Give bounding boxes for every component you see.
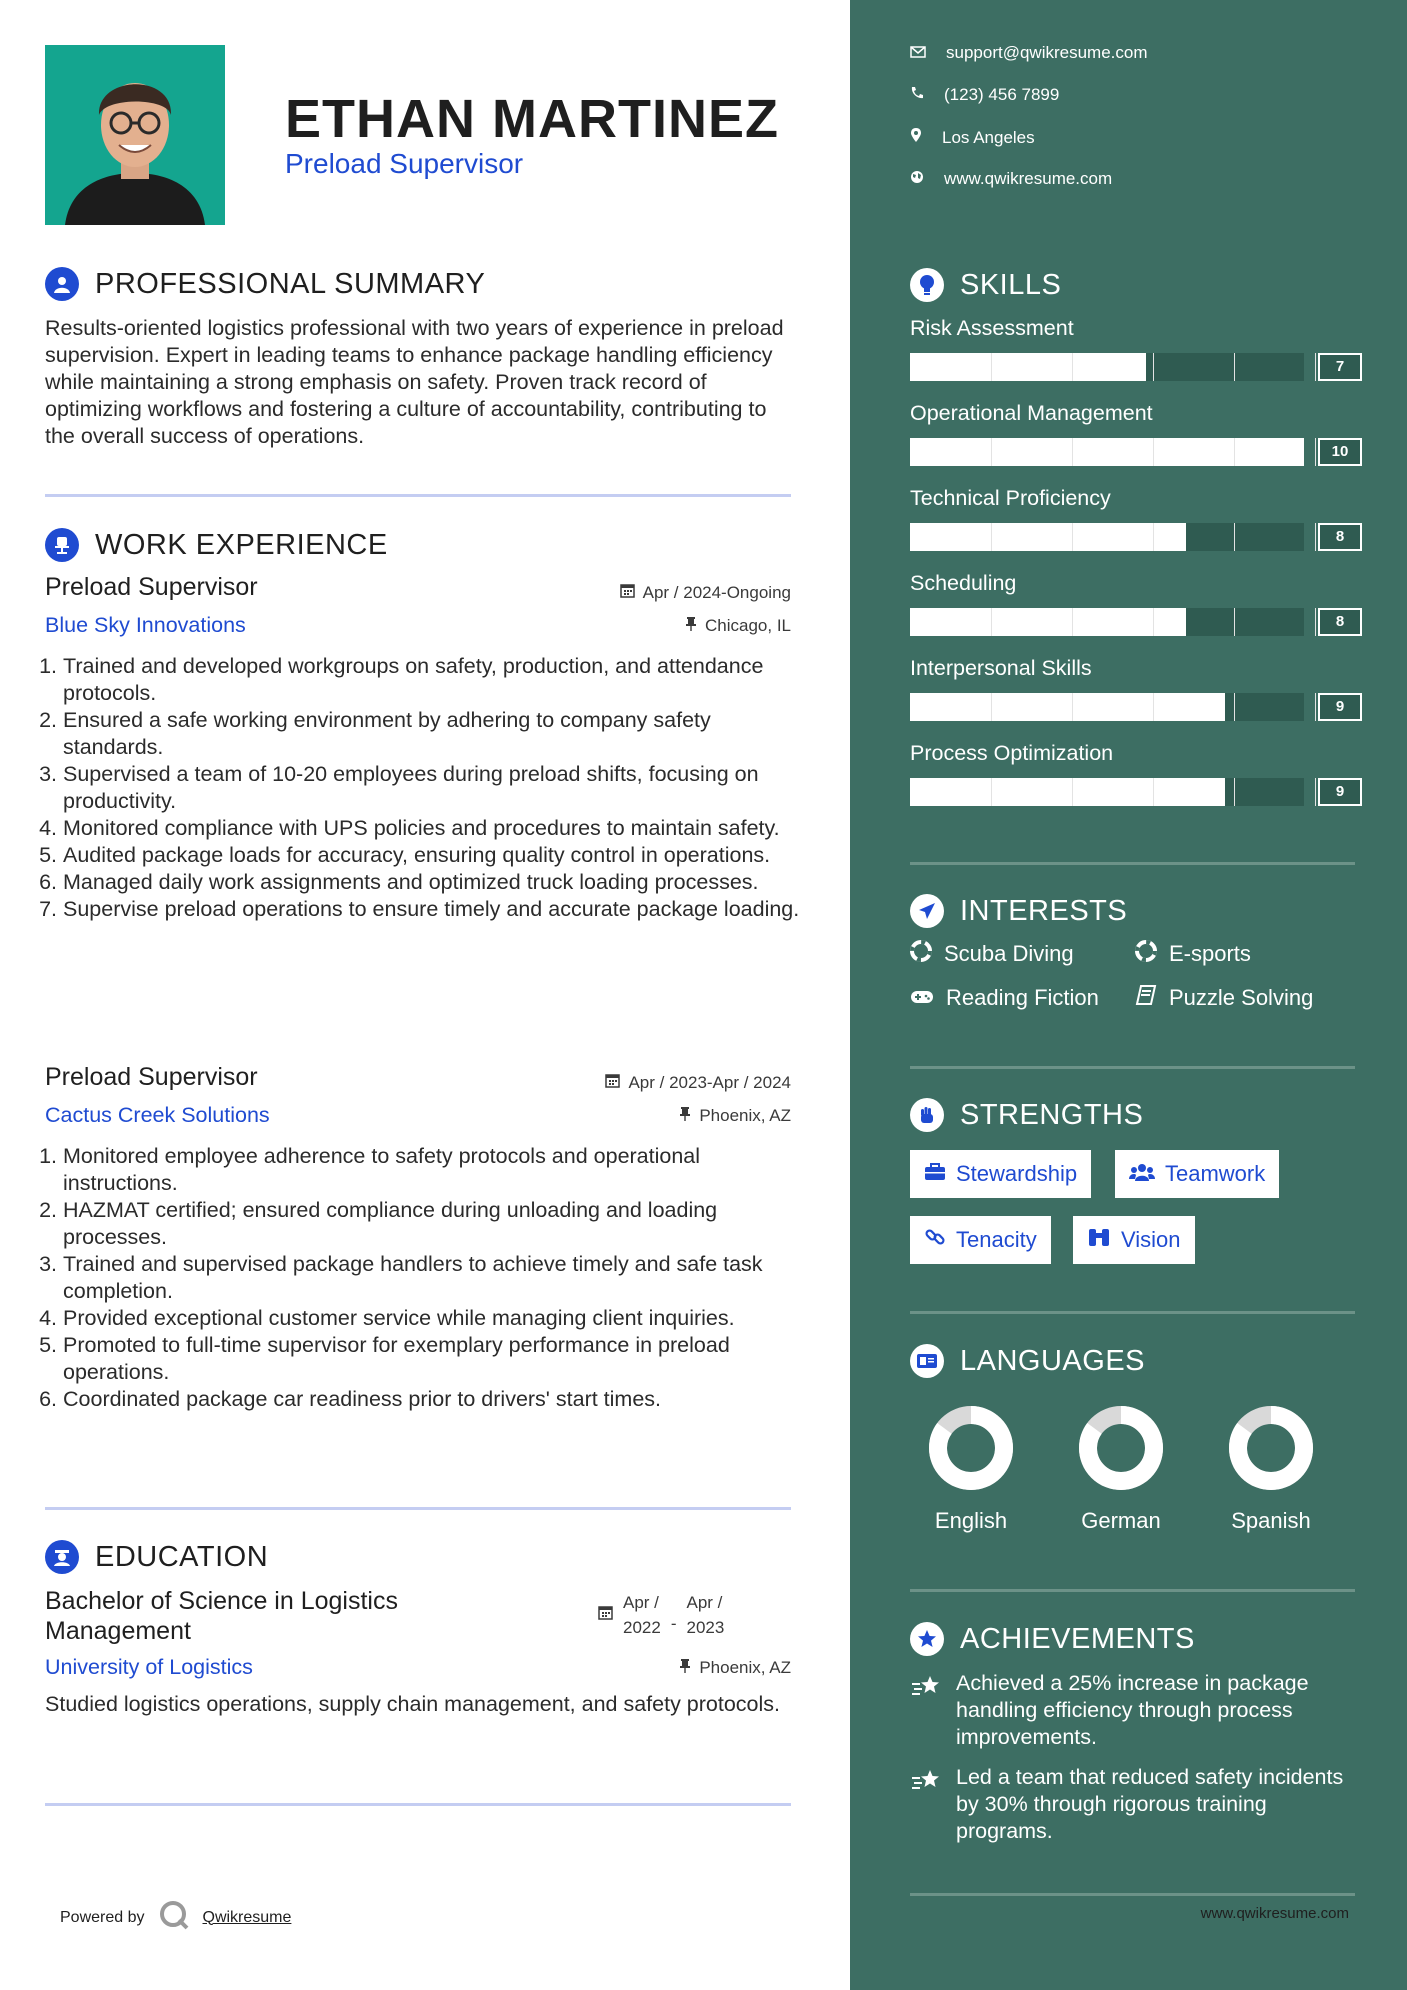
experience-title: WORK EXPERIENCE: [95, 528, 388, 561]
strength-label: Stewardship: [956, 1161, 1078, 1186]
education-location: [679, 1658, 791, 1678]
contact-location-text: Los Angeles: [942, 127, 1035, 147]
skill-bar-segment: [991, 693, 992, 721]
divider: [910, 1893, 1355, 1896]
list-item: 4. Provided exceptional customer service while managing client inquiries.: [63, 1305, 811, 1332]
interest-item: [910, 985, 1099, 1011]
skill-bar-segment: [1234, 693, 1235, 721]
skill-bar-segment: [1153, 438, 1154, 466]
skill-score: 8: [1318, 523, 1362, 551]
date-separator: -: [670, 1614, 677, 1633]
strength-label: Tenacity: [956, 1227, 1037, 1252]
interests-title: INTERESTS: [960, 894, 1128, 927]
users-icon: [1129, 1161, 1155, 1187]
language-icon: [910, 1344, 944, 1378]
briefcase-icon: [924, 1161, 946, 1187]
education-heading: [45, 1540, 268, 1574]
office-chair-icon: [45, 528, 79, 562]
achievements-title: ACHIEVEMENTS: [960, 1622, 1195, 1655]
pin-icon: [685, 616, 697, 636]
skill-bar-segment: [1315, 438, 1316, 466]
phone-icon: [910, 85, 924, 105]
interest-item: [1135, 985, 1313, 1011]
language-name: Spanish: [1231, 1508, 1311, 1533]
contact-email: [910, 43, 1148, 63]
skill-bar-segment: [1234, 778, 1235, 806]
list-item: 7. Supervise preload operations to ensure timely and accurate package loading.: [63, 896, 811, 923]
divider: [910, 1066, 1355, 1069]
education-dates: [598, 1590, 724, 1640]
language-item: [1216, 1405, 1326, 1534]
skill-bar-segment: [1153, 353, 1154, 381]
pin-icon: [679, 1658, 691, 1678]
contact-website-text[interactable]: www.qwikresume.com: [944, 169, 1113, 188]
language-item: [1066, 1405, 1176, 1534]
divider: [910, 1311, 1355, 1314]
divider: [45, 494, 791, 497]
language-name: English: [934, 1508, 1008, 1533]
end-date: [687, 1590, 725, 1640]
skill-bar-segment: [1072, 693, 1073, 721]
job-dates: [620, 583, 791, 603]
paper-plane-icon: [910, 894, 944, 928]
shooting-star-icon: [910, 1670, 942, 1751]
skill-bar-segment: [1072, 608, 1073, 636]
lightbulb-icon: [910, 268, 944, 302]
job-location: [679, 1106, 791, 1126]
qwikresume-link[interactable]: Qwikresume: [202, 1908, 292, 1926]
job-role: Preload Supervisor: [45, 573, 258, 601]
pin-icon: [679, 1106, 691, 1126]
job-role: Preload Supervisor: [45, 1063, 258, 1091]
list-item: 3. Trained and supervised package handlers to achieve timely and safe task completion.: [63, 1251, 811, 1305]
skills-title: SKILLS: [960, 268, 1062, 301]
skill-bar-segment: [991, 523, 992, 551]
achievement-text: Led a team that reduced safety incidents by 30% through rigorous training programs.: [956, 1765, 1344, 1843]
globe-icon: [910, 169, 924, 189]
skill-bar: [910, 778, 1304, 806]
degree-line: Bachelor of Science in Logistics: [45, 1587, 398, 1615]
job-bullets: [45, 653, 811, 923]
user-icon: [45, 267, 79, 301]
list-item: 1. Monitored employee adherence to safety protocols and operational instructions.: [63, 1143, 811, 1197]
skill-bar-segment: [1315, 693, 1316, 721]
interest-label: Scuba Diving: [944, 941, 1074, 966]
graduate-icon: [45, 1540, 79, 1574]
contact-location: [910, 127, 1035, 148]
list-item: 2. HAZMAT certified; ensured compliance during unloading and loading processes.: [63, 1197, 811, 1251]
job-dates: [605, 1073, 791, 1093]
skill-bar-segment: [991, 778, 992, 806]
list-item: 2. Ensured a safe working environment by adhering to company safety standards.: [63, 707, 811, 761]
language-name: German: [1081, 1508, 1161, 1533]
skill-bar-fill: [910, 523, 1186, 551]
life-ring-icon: [910, 940, 932, 968]
star-badge-icon: [910, 1622, 944, 1656]
school: University of Logistics: [45, 1655, 253, 1679]
divider: [910, 1589, 1355, 1592]
skill-bar-fill: [910, 778, 1225, 806]
interest-label: Puzzle Solving: [1169, 985, 1314, 1010]
life-ring-icon: [1135, 940, 1157, 968]
language-level-chart: [1078, 1405, 1164, 1491]
education-description: Studied logistics operations, supply chain management, and safety protocols.: [45, 1692, 781, 1716]
strength-tag: [910, 1150, 1091, 1198]
degree-line: Management: [45, 1617, 191, 1645]
list-item: 3. Supervised a team of 10-20 employees during preload shifts, focusing on productivity.: [63, 761, 811, 815]
skill-bar-fill: [910, 353, 1146, 381]
skill-score: 7: [1318, 353, 1362, 381]
powered-by: [60, 1900, 291, 1935]
skill-bar-segment: [1072, 523, 1073, 551]
skill-bar-fill: [910, 693, 1225, 721]
strength-label: Teamwork: [1165, 1161, 1266, 1186]
skill-bar-segment: [1153, 608, 1154, 636]
skill-bar: [910, 523, 1304, 551]
skill-name: Interpersonal Skills: [910, 656, 1092, 680]
job-location-text: Phoenix, AZ: [699, 1106, 791, 1125]
skill-bar-segment: [1153, 693, 1154, 721]
skill-score: 9: [1318, 693, 1362, 721]
languages-heading: [910, 1344, 1145, 1378]
education-location-text: Phoenix, AZ: [699, 1658, 791, 1677]
contact-website: [910, 169, 1112, 189]
interests-heading: [910, 894, 1127, 928]
start-date: [623, 1590, 661, 1640]
list-item: 4. Monitored compliance with UPS policies and procedures to maintain safety.: [63, 815, 811, 842]
skill-bar-segment: [1315, 523, 1316, 551]
binoculars-icon: [1087, 1227, 1111, 1253]
qwikresume-logo-icon: [159, 1900, 189, 1935]
skill-bar-segment: [1315, 608, 1316, 636]
shooting-star-icon: [910, 1764, 942, 1845]
summary-title: PROFESSIONAL SUMMARY: [95, 267, 486, 300]
job-location-text: Chicago, IL: [705, 616, 791, 635]
job-dates-text: Apr / 2024-Ongoing: [642, 583, 791, 602]
skill-bar-segment: [1234, 608, 1235, 636]
end-date-year: 2023: [686, 1618, 725, 1637]
candidate-title: Preload Supervisor: [285, 148, 524, 179]
skill-bar-segment: [1234, 353, 1235, 381]
skill-score: 9: [1318, 778, 1362, 806]
experience-heading: [45, 528, 388, 562]
skill-bar-segment: [991, 438, 992, 466]
envelope-icon: [910, 43, 926, 63]
achievement-text: Achieved a 25% increase in package handling efficiency through process improvements.: [956, 1671, 1309, 1749]
calendar-icon: [598, 1605, 613, 1625]
education-title: EDUCATION: [95, 1540, 269, 1573]
skill-name: Technical Proficiency: [910, 486, 1111, 510]
skill-bar-segment: [1072, 778, 1073, 806]
strength-tag: [1073, 1216, 1195, 1264]
fist-icon: [910, 1098, 944, 1132]
start-date-month: Apr /: [623, 1593, 659, 1612]
link-icon: [924, 1226, 946, 1254]
job-company: Blue Sky Innovations: [45, 613, 246, 637]
languages-title: LANGUAGES: [960, 1344, 1145, 1377]
start-date-year: 2022: [623, 1618, 661, 1637]
contact-phone-text[interactable]: (123) 456 7899: [944, 85, 1060, 104]
job-dates-text: Apr / 2023-Apr / 2024: [628, 1073, 791, 1092]
job-company: Cactus Creek Solutions: [45, 1103, 270, 1127]
divider: [910, 862, 1355, 865]
interest-label: E-sports: [1169, 941, 1251, 966]
sidebar: [850, 0, 1407, 1990]
skill-name: Risk Assessment: [910, 316, 1074, 340]
interest-label: Reading Fiction: [946, 985, 1099, 1010]
interest-item: [1135, 940, 1251, 968]
skill-name: Process Optimization: [910, 741, 1114, 765]
skill-bar-segment: [1072, 353, 1073, 381]
skill-bar-segment: [1234, 523, 1235, 551]
footer-website[interactable]: www.qwikresume.com: [1200, 1905, 1349, 1922]
interest-item: [910, 940, 1074, 968]
skill-bar-segment: [991, 608, 992, 636]
skill-score: 10: [1318, 438, 1362, 466]
summary-text: Results-oriented logistics professional with two years of experience in preload supervision. Expert in leading teams to enhance package handling efficiency while maintaining a strong emphasis on safety. Proven track record of optimizing workflows and fostering a culture of accountability, contributing to the overall success of operations.: [45, 316, 784, 448]
book-icon: [1135, 985, 1157, 1011]
calendar-icon: [605, 1073, 620, 1093]
language-level-chart: [928, 1405, 1014, 1491]
skill-bar-segment: [1315, 778, 1316, 806]
contact-email-text[interactable]: support@qwikresume.com: [946, 43, 1148, 62]
skill-bar-fill: [910, 608, 1186, 636]
gamepad-icon: [910, 985, 934, 1011]
skills-heading: [910, 268, 1061, 302]
achievement-item: [910, 1670, 1355, 1751]
powered-by-label: Powered by: [60, 1908, 145, 1926]
skill-bar-segment: [991, 353, 992, 381]
strengths-title: STRENGTHS: [960, 1098, 1144, 1131]
list-item: 6. Managed daily work assignments and optimized truck loading processes.: [63, 869, 811, 896]
skill-bar-fill: [910, 438, 1304, 466]
skill-bar: [910, 693, 1304, 721]
summary-heading: [45, 267, 485, 301]
profile-photo: [45, 45, 225, 225]
skill-name: Operational Management: [910, 401, 1153, 425]
skill-bar-segment: [1234, 438, 1235, 466]
skill-bar-segment: [1153, 778, 1154, 806]
list-item: 6. Coordinated package car readiness prior to drivers' start times.: [63, 1386, 811, 1413]
strength-tag: [1115, 1150, 1279, 1198]
divider: [45, 1507, 791, 1510]
language-item: [916, 1405, 1026, 1534]
job-location: [685, 616, 791, 636]
end-date-month: Apr /: [686, 1593, 723, 1612]
degree: [45, 1586, 485, 1646]
skill-bar: [910, 608, 1304, 636]
strengths-heading: [910, 1098, 1143, 1132]
skill-bar-segment: [1153, 523, 1154, 551]
language-level-chart: [1228, 1405, 1314, 1491]
map-marker-icon: [910, 127, 922, 148]
skill-bar-segment: [1072, 438, 1073, 466]
skill-bar-segment: [1315, 353, 1316, 381]
list-item: 5. Promoted to full-time supervisor for exemplary performance in preload operations.: [63, 1332, 811, 1386]
skill-score: 8: [1318, 608, 1362, 636]
list-item: 5. Audited package loads for accuracy, ensuring quality control in operations.: [63, 842, 811, 869]
contact-phone: [910, 85, 1059, 105]
calendar-icon: [620, 583, 635, 603]
achievements-heading: [910, 1622, 1195, 1656]
job-bullets: [45, 1143, 811, 1413]
skill-bar: [910, 438, 1304, 466]
divider: [45, 1803, 791, 1806]
skill-bar: [910, 353, 1304, 381]
achievement-item: [910, 1764, 1355, 1845]
candidate-name: ETHAN MARTINEZ: [285, 89, 779, 149]
list-item: 1. Trained and developed workgroups on safety, production, and attendance protocols.: [63, 653, 811, 707]
strength-tag: [910, 1216, 1051, 1264]
strength-label: Vision: [1121, 1227, 1181, 1252]
skill-name: Scheduling: [910, 571, 1017, 595]
